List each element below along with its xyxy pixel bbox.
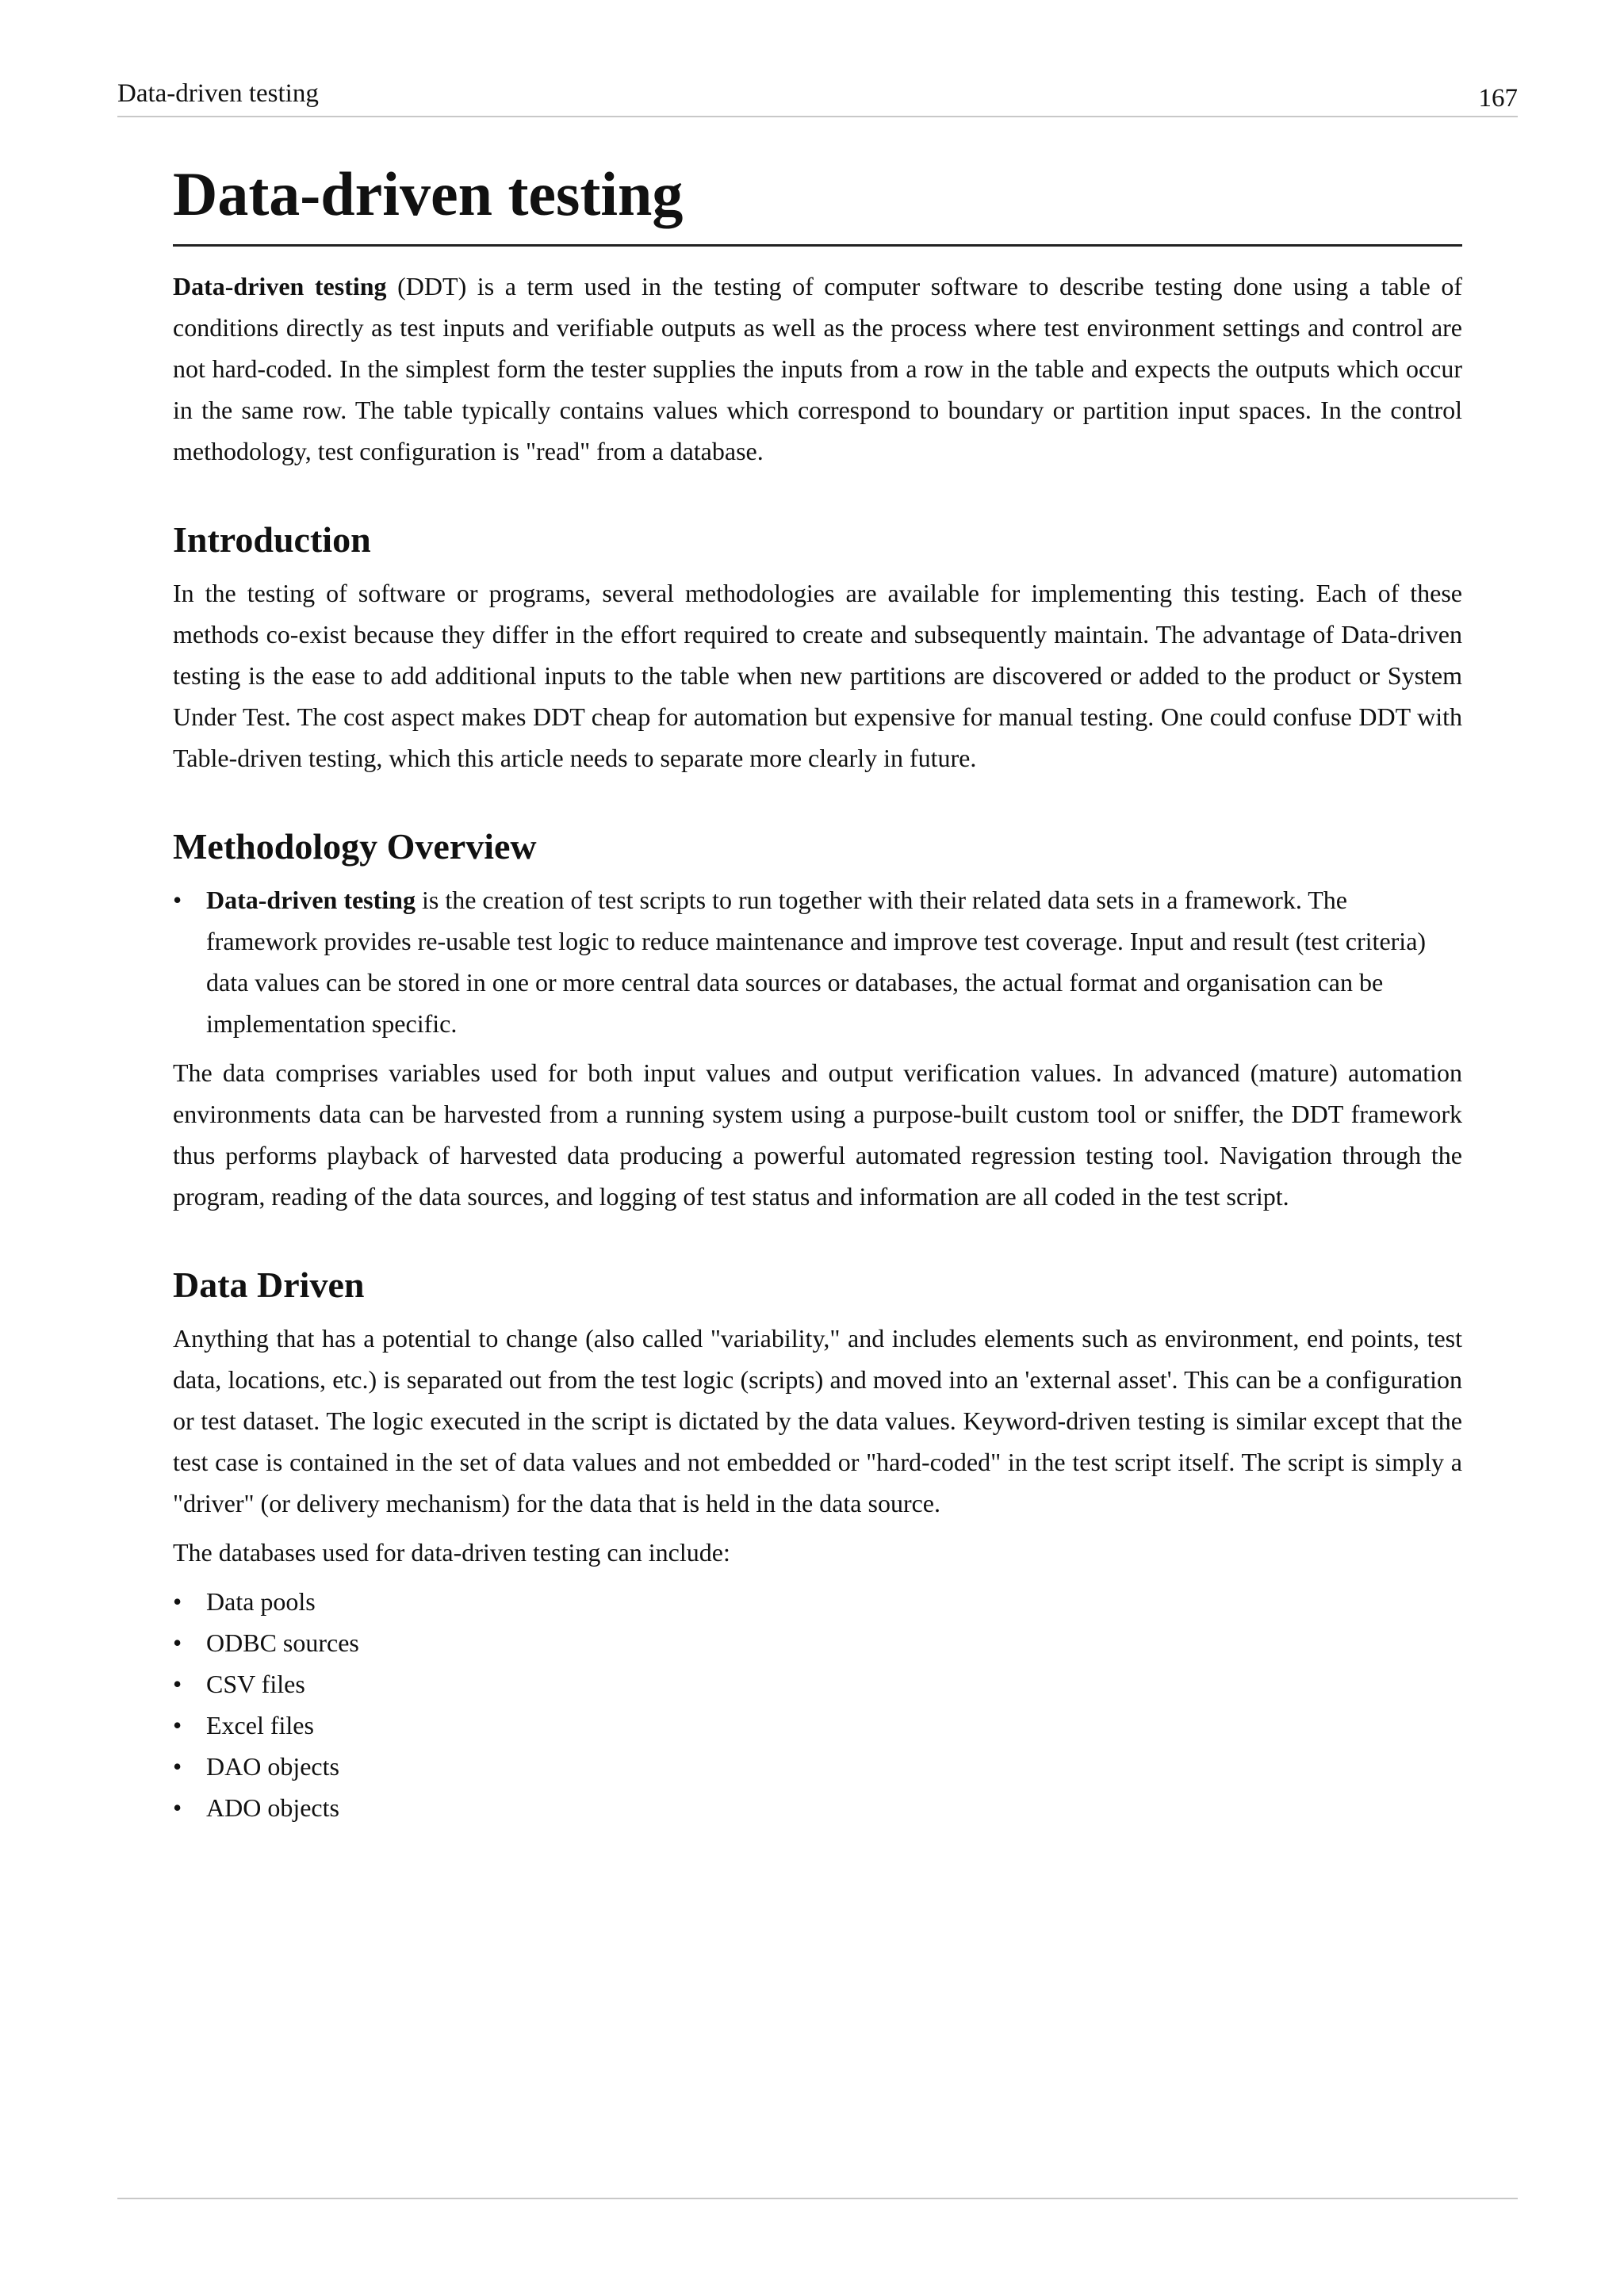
list-item-label: DAO objects <box>206 1752 339 1781</box>
bullet-symbol: • <box>173 886 182 915</box>
list-item <box>173 1622 1462 1663</box>
introduction-paragraph: In the testing of software or programs, several methodologies are available for implementing this testing. Each of these methods co-exist because they differ in the effort required to create and subsequently maintain. The advantage of Data-driven testing is the ease to add additional inputs to the table when new partitions are discovered or added to the product or System Under Test. The cost aspect makes DDT cheap for automation but expensive for manual testing. One could confuse DDT with Table-driven testing, which this article needs to separate more clearly in future. <box>173 578 1462 772</box>
bullet-symbol: • <box>173 1587 182 1617</box>
methodology-bullet-text: is the creation of test scripts to run together with their related data sets in a framework. The framework provides re-usable test logic to reduce maintenance and improve test coverage. Input and result (test criteria) data values can be stored in one or more central data sources or databases, the actual format and organisation can be implementation specific. <box>206 886 1427 1039</box>
running-title: Data-driven testing <box>117 79 319 108</box>
lead-paragraph <box>173 266 1462 472</box>
methodology-list <box>173 879 1462 1044</box>
bullet-symbol: • <box>173 1793 182 1823</box>
databases-intro: The databases used for data-driven testing can include: <box>173 1538 730 1567</box>
databases-list <box>173 1581 1462 1828</box>
methodology-bullet-item <box>173 879 1462 1044</box>
list-item-label: CSV files <box>206 1670 305 1699</box>
list-item <box>173 1581 1462 1622</box>
list-item-label: ODBC sources <box>206 1628 359 1658</box>
introduction-heading: Introduction <box>173 519 371 560</box>
article-title: Data-driven testing <box>173 159 1462 247</box>
list-item-label: ADO objects <box>206 1793 339 1823</box>
lead-text: (DDT) is a term used in the testing of computer software to describe testing done using a table of conditions directly as test inputs and verifiable outputs as well as the process where test environment settings and control are not hard-coded. In the simplest form the tester supplies the inputs from a row in the table and expects the outputs which occur in the same row. The table typically contains values which correspond to boundary or partition input spaces. In the control methodology, test configuration is "read" from a database. <box>173 271 1463 465</box>
footer-rule <box>117 2198 1518 2199</box>
list-item <box>173 1787 1462 1828</box>
article-body <box>173 159 1462 1836</box>
methodology-term: Data-driven testing <box>206 886 416 915</box>
methodology-heading: Methodology Overview <box>173 825 537 867</box>
list-item-label: Excel files <box>206 1711 314 1740</box>
list-item <box>173 1663 1462 1705</box>
bullet-symbol: • <box>173 1628 182 1658</box>
methodology-paragraph: The data comprises variables used for both input values and output verification values. In advanced (mature) automation environments data can be harvested from a running system using a purpose-built custom tool or sniffer, the DDT framework thus performs playback of harvested data producing a powerful automated regression testing tool. Navigation through the program, reading of the data sources, and logging of test status and information are all coded in the test script. <box>173 1058 1462 1211</box>
bullet-symbol: • <box>173 1711 182 1740</box>
data-driven-heading: Data Driven <box>173 1265 365 1306</box>
bullet-symbol: • <box>173 1670 182 1699</box>
lead-term: Data-driven testing <box>173 271 387 300</box>
page-number: 167 <box>1478 84 1518 113</box>
list-item <box>173 1705 1462 1746</box>
list-item-label: Data pools <box>206 1587 316 1617</box>
data-driven-paragraph: Anything that has a potential to change (also called "variability," and includes elements such as environment, end points, test data, locations, etc.) is separated out from the test logic (scripts) and moved into an 'external asset'. This can be a configuration or test dataset. The logic executed in the script is dictated by the data values. Keyword-driven testing is similar except that the test case is contained in the set of data values and not embedded or "hard-coded" in the test script itself. The script is simply a "driver" (or delivery mechanism) for the data that is held in the data source. <box>173 1324 1462 1518</box>
running-header <box>117 76 1518 117</box>
list-item <box>173 1746 1462 1787</box>
bullet-symbol: • <box>173 1752 182 1781</box>
